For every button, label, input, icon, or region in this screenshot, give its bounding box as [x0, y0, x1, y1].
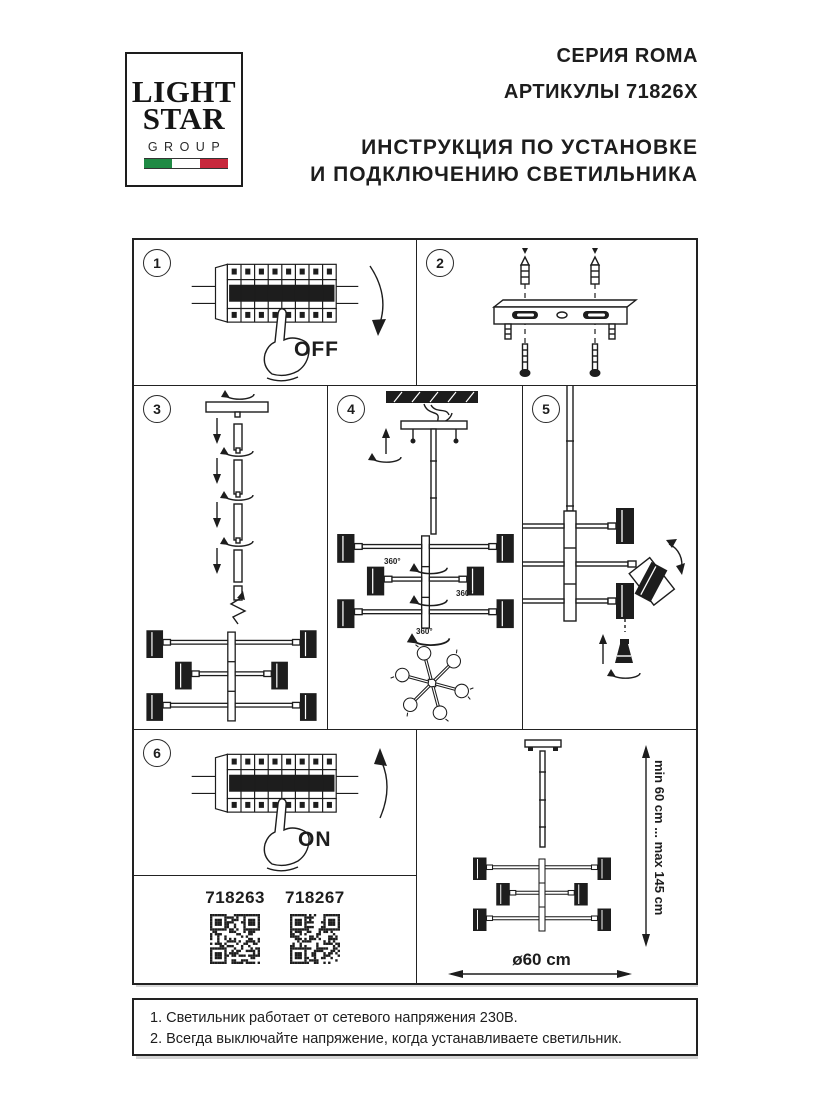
off-label: OFF — [294, 338, 339, 361]
panel-step2-bracket — [417, 240, 696, 386]
circuit-breaker-off-illustration — [172, 250, 412, 382]
italian-flag-icon — [144, 158, 228, 169]
panel-dimensions — [417, 730, 696, 983]
panel-step5-shade-bulb — [523, 386, 696, 730]
diameter-dimension-label: ø60 cm — [512, 950, 571, 969]
step-badge: 1 — [143, 249, 171, 277]
article-code-column — [205, 888, 265, 983]
article-code-column — [285, 888, 345, 983]
flag-red — [200, 159, 228, 168]
page-title-line2: И ПОДКЛЮЧЕНИЮ СВЕТИЛЬНИКА — [310, 163, 698, 187]
circuit-breaker-on-illustration — [172, 740, 412, 872]
article-number: 718267 — [285, 888, 345, 907]
series-title: СЕРИЯ ROMA — [556, 45, 698, 67]
mounting-bracket-illustration — [417, 240, 696, 386]
panel-step6-power-on — [134, 730, 417, 876]
panel-step4-hang-rotate — [328, 386, 523, 730]
article-number: 718263 — [205, 888, 265, 907]
safety-notes — [132, 998, 698, 1056]
height-dimension-label: min 60 cm ... max 145 cm — [652, 760, 667, 916]
page-title-line1: ИНСТРУКЦИЯ ПО УСТАНОВКЕ — [361, 136, 698, 159]
instruction-grid — [132, 238, 698, 985]
note-line-1: 1. Светильник работает от сетевого напряжения 230В. — [150, 1010, 518, 1026]
lightstar-logo — [125, 52, 243, 187]
document-header — [310, 46, 698, 189]
on-label: ON — [298, 828, 332, 851]
panel-step1-power-off — [134, 240, 417, 386]
step-badge: 4 — [337, 395, 365, 423]
flag-white — [172, 159, 200, 168]
qr-code — [290, 914, 340, 964]
note-line-2: 2. Всегда выключайте напряжение, когда устанавливаете светильник. — [150, 1031, 622, 1047]
shade-adjustment-illustration — [523, 386, 696, 728]
step-badge: 5 — [532, 395, 560, 423]
panel-step3-rod-assembly — [134, 386, 328, 730]
step-badge: 3 — [143, 395, 171, 423]
rod-assembly-illustration — [134, 386, 328, 728]
step-badge: 2 — [426, 249, 454, 277]
articles-title: АРТИКУЛЫ 71826X — [503, 81, 698, 103]
step-badge: 6 — [143, 739, 171, 767]
logo-word-group: GROUP — [147, 139, 227, 154]
rotation-360-label: 360° — [416, 627, 433, 636]
page-title — [310, 134, 698, 189]
logo-word-star: STAR — [142, 101, 226, 137]
rotation-360-label: 360° — [456, 589, 473, 598]
qr-code — [210, 914, 260, 964]
logo-word-light: LIGHT — [131, 74, 237, 109]
flag-green — [144, 159, 172, 168]
panel-article-codes — [134, 876, 417, 983]
chandelier-hanging-illustration — [328, 386, 523, 728]
rotation-360-label: 360° — [384, 557, 401, 566]
